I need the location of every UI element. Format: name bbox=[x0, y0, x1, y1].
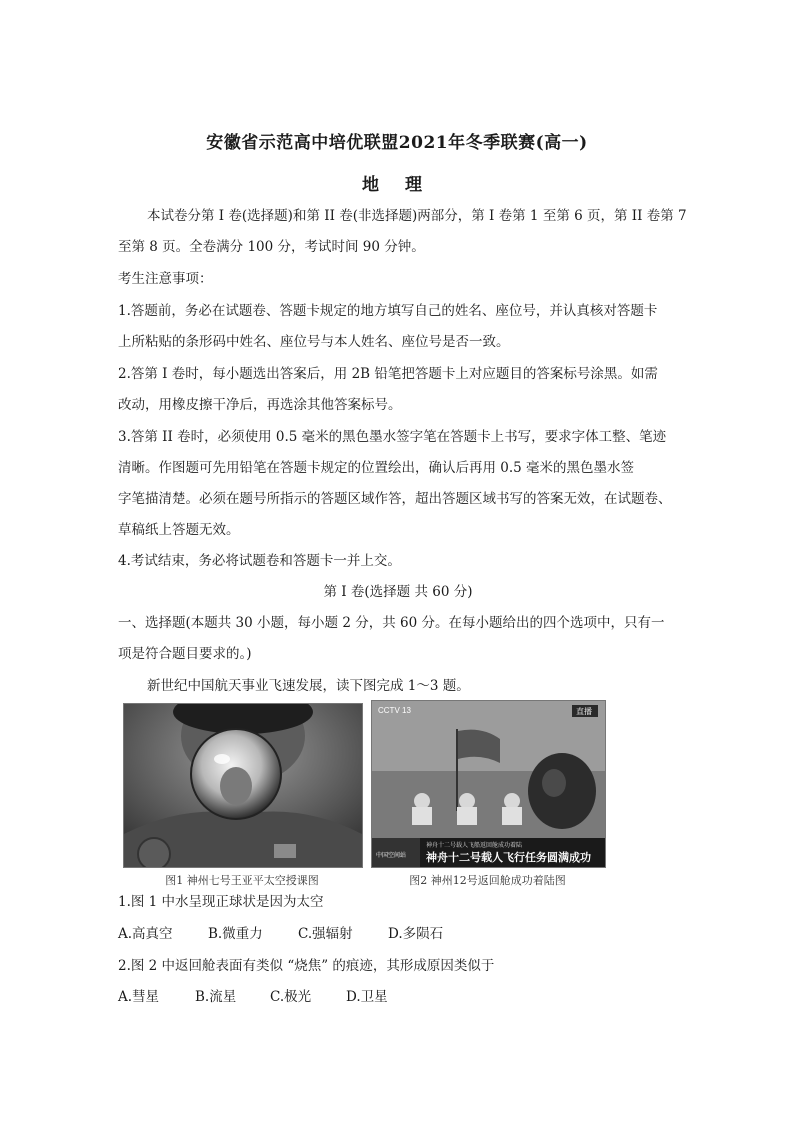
option-b[interactable]: B.流星 bbox=[195, 989, 237, 1005]
option-a[interactable]: A.高真空 bbox=[118, 926, 173, 942]
news-ticker-small: 神舟十二号载人飞船返回舱成功着陆 bbox=[426, 842, 523, 849]
astronaut-water-sphere-image bbox=[124, 704, 362, 867]
notice-line: 草稿纸上答题无效。 bbox=[118, 522, 240, 538]
figure-1-caption: 图1 神州七号王亚平太空授课图 bbox=[165, 874, 319, 887]
section-instruction-1: 一、选择题(本题共 30 小题，每小题 2 分，共 60 分。在每小题给出的四个选项中，只有一 bbox=[118, 615, 665, 631]
intro-line-1: 本试卷分第 I 卷(选择题)和第 II 卷(非选择题)两部分，第 I 卷第 1 至第 6 页，第 II 卷第 7 bbox=[147, 208, 687, 224]
notice-line: 上所粘贴的条形码中姓名、座位号与本人姓名、座位号是否一致。 bbox=[118, 334, 510, 350]
figure-2-caption: 图2 神州12号返回舱成功着陆图 bbox=[409, 874, 566, 887]
question-2-stem: 2.图 2 中返回舱表面有类似 “烧焦” 的痕迹，其形成原因类似于 bbox=[118, 958, 495, 974]
question-1-options bbox=[118, 926, 678, 942]
notice-heading: 考生注意事项： bbox=[118, 271, 213, 287]
tv-channel-logo: CCTV 13 bbox=[378, 706, 411, 715]
notice-line: 1.答题前，务必在试题卷、答题卡规定的地方填写自己的姓名、座位号，并认真核对答题卡 bbox=[118, 303, 658, 319]
exam-title: 安徽省示范高中培优联盟2021年冬季联赛(高一) bbox=[206, 133, 588, 153]
intro-line-2: 至第 8 页。全卷满分 100 分，考试时间 90 分钟。 bbox=[118, 239, 425, 255]
option-d[interactable]: D.卫星 bbox=[346, 989, 388, 1005]
option-c[interactable]: C.强辐射 bbox=[298, 926, 353, 942]
question-1-stem: 1.图 1 中水呈现正球状是因为太空 bbox=[118, 894, 324, 910]
section-heading: 第 I 卷(选择题 共 60 分) bbox=[323, 584, 473, 600]
section-instruction-2: 项是符合题目要求的。) bbox=[118, 646, 252, 662]
figure-1-photo bbox=[123, 703, 363, 868]
station-tag: 中国空间站 bbox=[376, 852, 407, 859]
notice-line: 3.答第 II 卷时，必须使用 0.5 毫米的黑色墨水签字笔在答题卡上书写，要求字体工整、笔迹 bbox=[118, 429, 667, 445]
notice-line: 清晰。作图题可先用铅笔在答题卡规定的位置绘出，确认后再用 0.5 毫米的黑色墨水签 bbox=[118, 460, 635, 476]
live-badge: 直播 bbox=[576, 707, 592, 716]
notice-line: 4.考试结束，务必将试题卷和答题卡一并上交。 bbox=[118, 553, 401, 569]
notice-line: 2.答第 I 卷时，每小题选出答案后，用 2B 铅笔把答题卡上对应题目的答案标号涂黑。如需 bbox=[118, 366, 658, 382]
option-d[interactable]: D.多陨石 bbox=[388, 926, 444, 942]
notice-line: 字笔描清楚。必须在题号所指示的答题区域作答，超出答题区域书写的答案无效，在试题卷、 bbox=[118, 491, 672, 507]
question-2-options bbox=[118, 989, 678, 1005]
figure-2-photo bbox=[371, 700, 606, 868]
notice-line: 改动，用橡皮擦干净后，再选涂其他答案标号。 bbox=[118, 397, 402, 413]
question-lead: 新世纪中国航天事业飞速发展，读下图完成 1～3 题。 bbox=[147, 678, 470, 694]
option-a[interactable]: A.彗星 bbox=[118, 989, 160, 1005]
news-ticker-headline: 神舟十二号载人飞行任务圆满成功 bbox=[426, 851, 591, 864]
option-c[interactable]: C.极光 bbox=[270, 989, 312, 1005]
exam-subject: 地 理 bbox=[362, 175, 432, 195]
capsule-landing-image bbox=[372, 701, 605, 867]
option-b[interactable]: B.微重力 bbox=[208, 926, 263, 942]
